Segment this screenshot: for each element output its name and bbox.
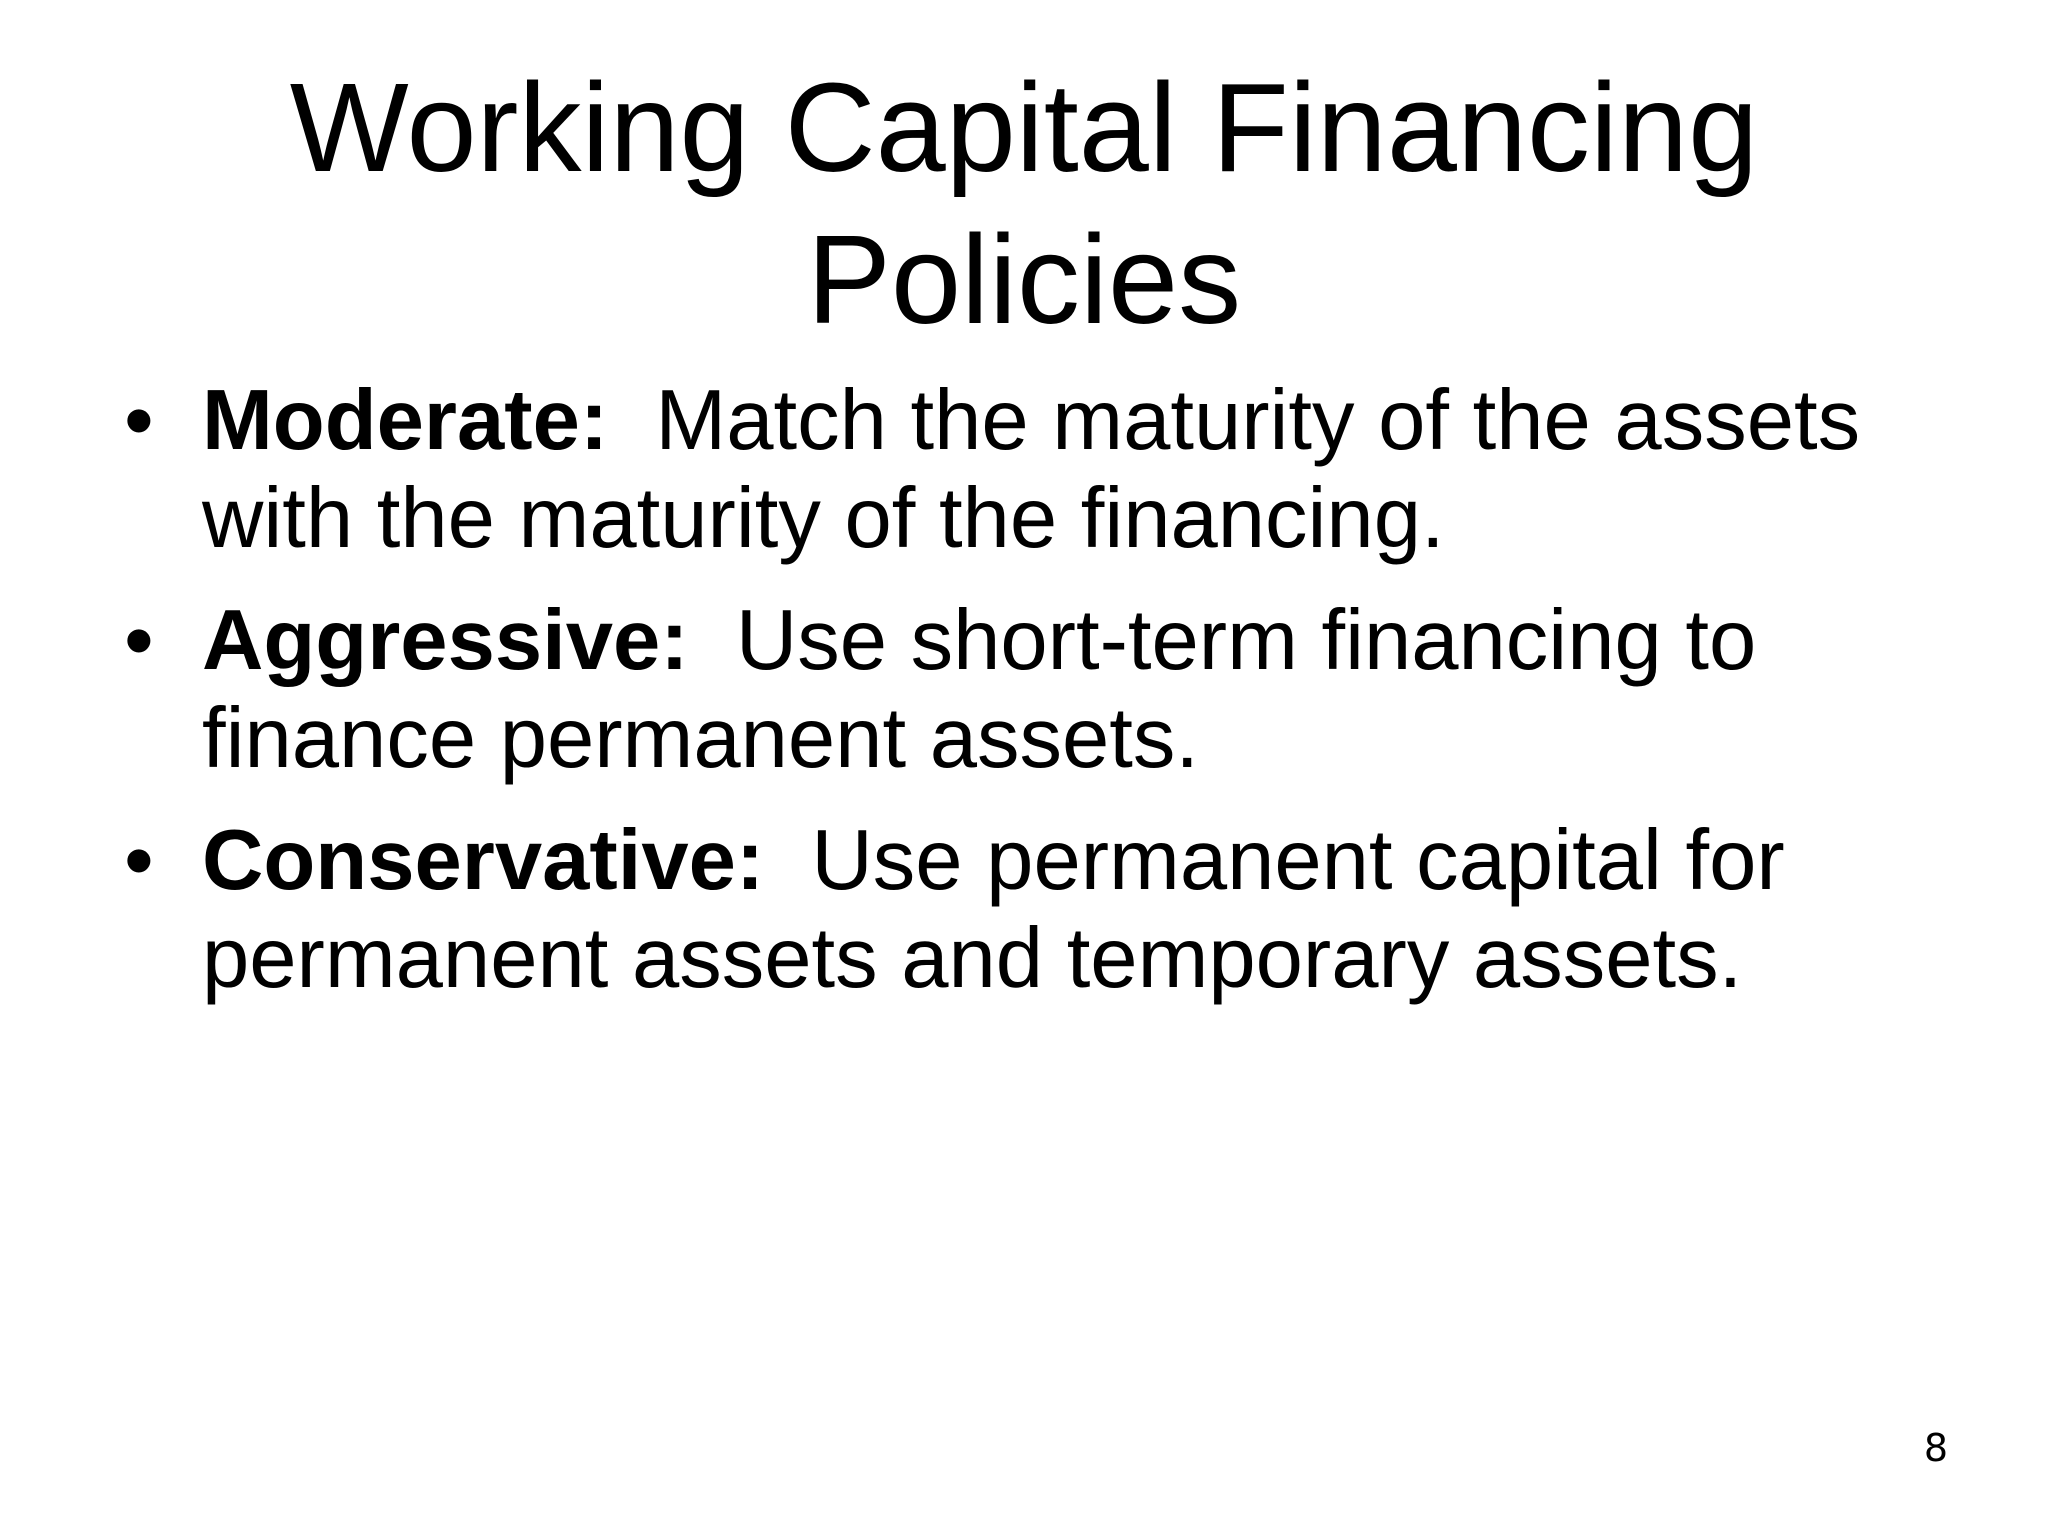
bullet-term: Moderate: — [202, 373, 609, 468]
slide-title-line-2: Policies — [806, 209, 1242, 350]
bullet-text: Use short-term financing to finance permanent assets. — [202, 593, 1757, 786]
bullet-text: Use permanent capital for permanent assets and temporary assets. — [202, 813, 1785, 1006]
bullet-text: Match the maturity of the assets with the maturity of the financing. — [202, 373, 1861, 566]
page-number: 8 — [1923, 1426, 1948, 1470]
bullet-marker: • — [124, 593, 154, 688]
bullet-term: Conservative: — [202, 813, 765, 908]
slide-title-line-1: Working Capital Financing — [289, 57, 1759, 198]
bullet-item-conservative — [0, 812, 2048, 1008]
bullet-item-aggressive — [0, 592, 2048, 788]
slide-title — [0, 52, 2048, 356]
bullet-list — [0, 372, 2048, 1032]
bullet-marker: • — [124, 813, 154, 908]
bullet-term: Aggressive: — [202, 593, 689, 688]
bullet-marker: • — [124, 373, 154, 468]
bullet-item-moderate — [0, 372, 2048, 568]
